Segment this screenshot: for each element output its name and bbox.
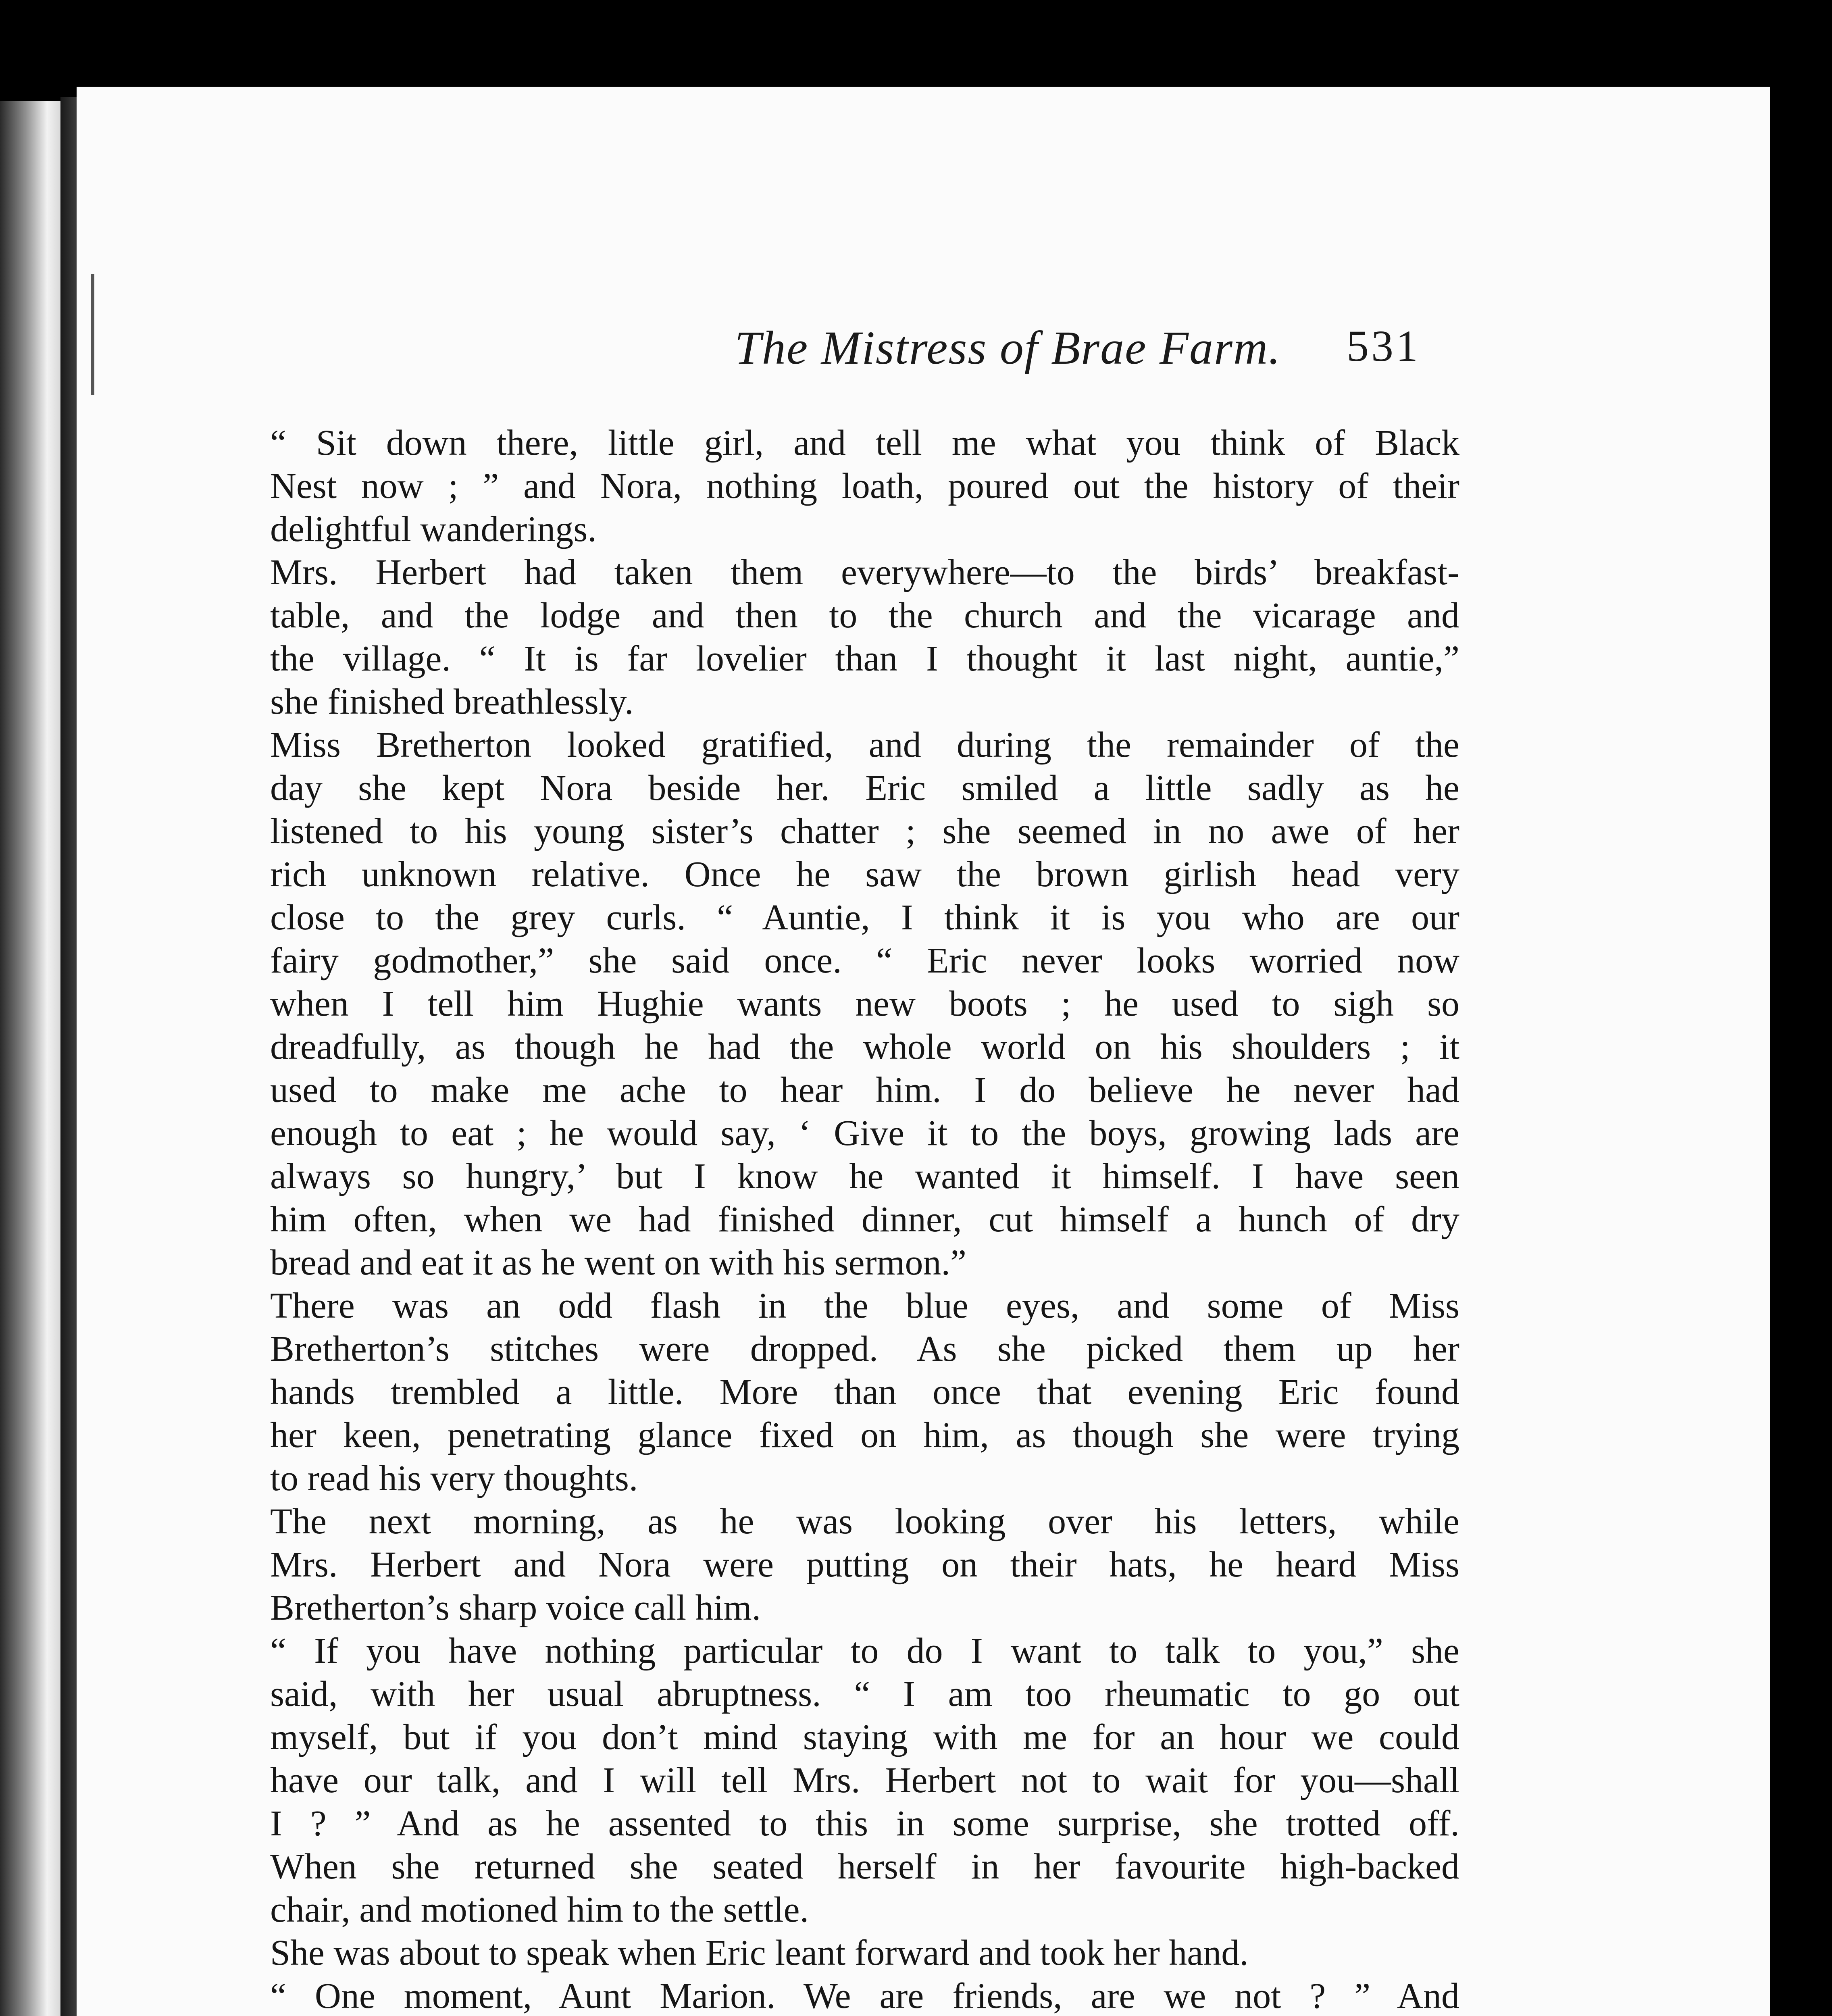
- text-line: Bretherton’s stitches were dropped. As she picked them up her: [270, 1329, 1459, 1369]
- book-page: [77, 87, 1770, 2016]
- text-line: “ Sit down there, little girl, and tell me what you think of Black: [270, 423, 1459, 463]
- text-line: him often, when we had finished dinner, cut himself a hunch of dry: [270, 1200, 1459, 1239]
- text-line: enough to eat ; he would say, ‘ Give it to the boys, growing lads are: [270, 1113, 1459, 1153]
- text-line: I ? ” And as he assented to this in some surprise, she trotted off.: [270, 1804, 1459, 1843]
- text-line: when I tell him Hughie wants new boots ; he used to sigh so: [270, 984, 1459, 1024]
- text-line: Nest now ; ” and Nora, nothing loath, poured out the history of their: [270, 466, 1459, 506]
- text-line: Mrs. Herbert and Nora were putting on their hats, he heard Miss: [270, 1545, 1459, 1585]
- paragraph: [226, 1500, 1459, 1629]
- text-line: dreadfully, as though he had the whole world on his shoulders ; it: [270, 1027, 1459, 1067]
- text-line: said, with her usual abruptness. “ I am too rheumatic to go out: [270, 1674, 1459, 1714]
- paragraph: [226, 1284, 1459, 1500]
- text-line: There was an odd flash in the blue eyes, and some of Miss: [270, 1286, 1459, 1326]
- paragraph: [226, 723, 1459, 1284]
- text-line: table, and the lodge and then to the church and the vicarage and: [270, 596, 1459, 635]
- paragraph: [226, 1974, 1459, 2016]
- text-line: always so hungry,’ but I know he wanted it himself. I have seen: [270, 1156, 1459, 1196]
- text-line: myself, but if you don’t mind staying with me for an hour we could: [270, 1717, 1459, 1757]
- text-line: the village. “ It is far lovelier than I thought it last night, auntie,”: [270, 639, 1459, 679]
- paragraph: [226, 1931, 1459, 1974]
- body-text: [226, 421, 1459, 2016]
- paragraph: [226, 1629, 1459, 1931]
- text-line: chair, and motioned him to the settle.: [270, 1890, 809, 1930]
- text-line: “ One moment, Aunt Marion. We are friends, are we not ? ” And: [270, 1976, 1459, 2016]
- facing-page-edge: [0, 101, 60, 2016]
- text-line: she finished breathlessly.: [270, 682, 634, 722]
- text-line: to read his very thoughts.: [270, 1458, 638, 1498]
- text-line: have our talk, and I will tell Mrs. Herbert not to wait for you—shall: [270, 1760, 1459, 1800]
- text-line: used to make me ache to hear him. I do believe he never had: [270, 1070, 1459, 1110]
- text-line: Miss Bretherton looked gratified, and during the remainder of the: [270, 725, 1459, 765]
- text-line: listened to his young sister’s chatter ; she seemed in no awe of her: [270, 811, 1459, 851]
- paragraph: [226, 551, 1459, 723]
- running-head: The Mistress of Brae Farm.: [735, 321, 1281, 374]
- text-line: “ If you have nothing particular to do I want to talk to you,” she: [270, 1631, 1459, 1671]
- text-line: close to the grey curls. “ Auntie, I think it is you who are our: [270, 898, 1459, 937]
- text-line: Mrs. Herbert had taken them everywhere—to the birds’ breakfast-: [270, 552, 1459, 592]
- text-line: hands trembled a little. More than once that evening Eric found: [270, 1372, 1459, 1412]
- text-line: fairy godmother,” she said once. “ Eric never looks worried now: [270, 941, 1459, 981]
- text-line: day she kept Nora beside her. Eric smiled a little sadly as he: [270, 768, 1459, 808]
- text-line: She was about to speak when Eric leant forward and took her hand.: [270, 1933, 1249, 1973]
- text-line: When she returned she seated herself in her favourite high-backed: [270, 1847, 1459, 1887]
- paragraph: [226, 421, 1459, 551]
- text-line: her keen, penetrating glance fixed on him, as though she were trying: [270, 1415, 1459, 1455]
- text-line: bread and eat it as he went on with his sermon.”: [270, 1243, 967, 1283]
- margin-mark: [91, 274, 94, 395]
- text-line: Bretherton’s sharp voice call him.: [270, 1588, 761, 1628]
- text-line: delightful wanderings.: [270, 509, 597, 549]
- text-line: The next morning, as he was looking over his letters, while: [270, 1502, 1459, 1541]
- page-number: 531: [1347, 321, 1420, 371]
- text-line: rich unknown relative. Once he saw the brown girlish head very: [270, 854, 1459, 894]
